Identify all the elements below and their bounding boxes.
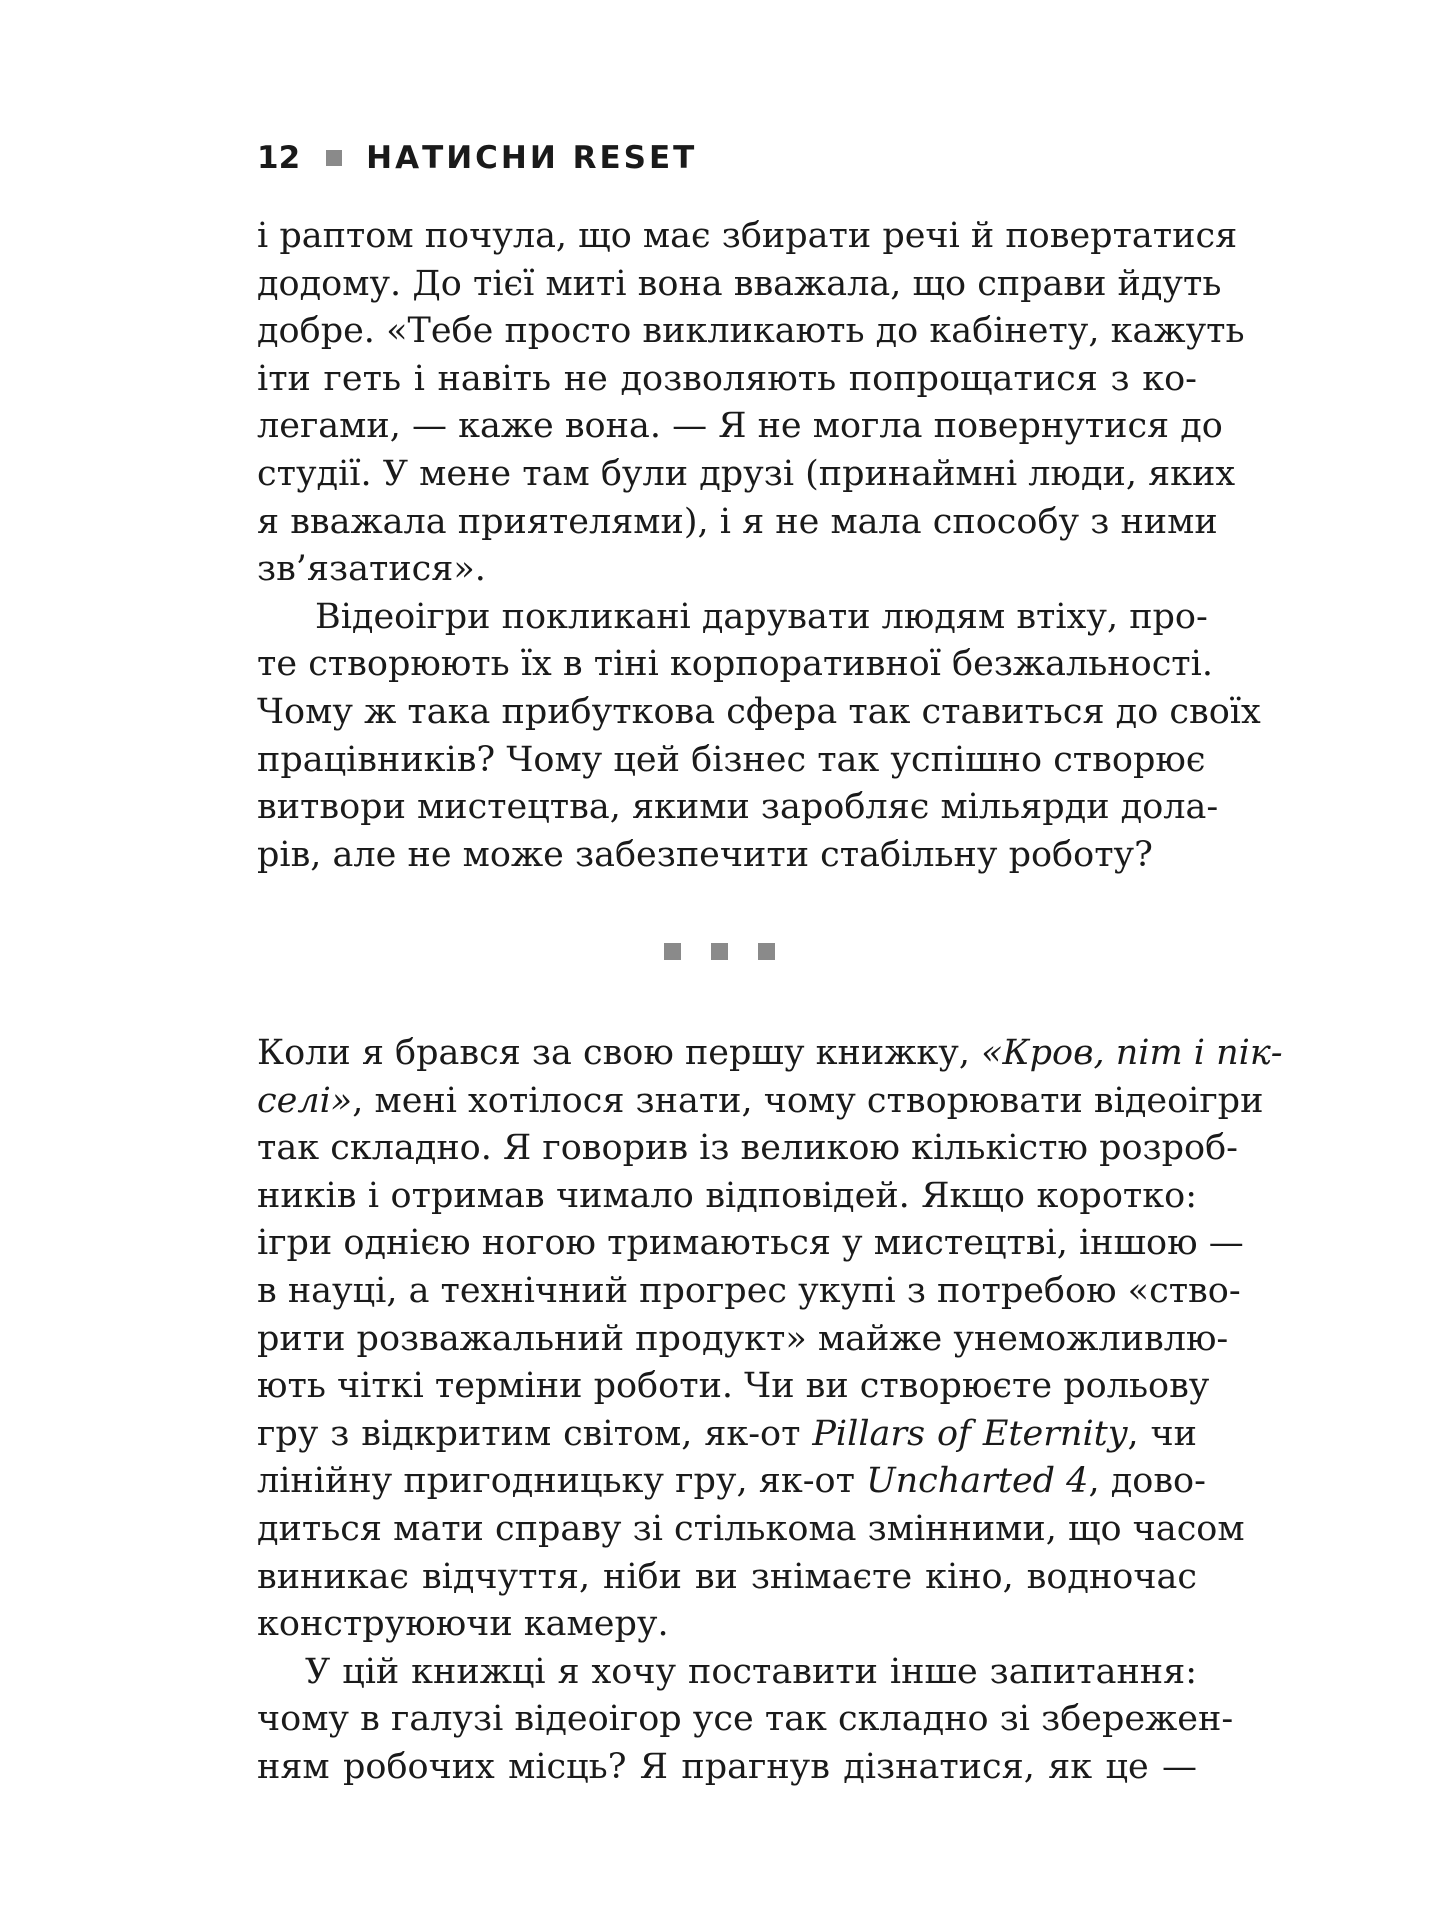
text-run: гру з відкритим світом, як-от (257, 1413, 813, 1454)
text-line: рів, але не може забезпечити стабільну роботу? (257, 834, 1153, 875)
game-title-italic: Uncharted 4 (866, 1461, 1089, 1502)
text-line: і раптом почула, що має збирати речі й повертатися (257, 216, 1238, 256)
text-line: ють чіткі терміни роботи. Чи ви створюєте рольову (257, 1366, 1210, 1407)
text-run: , дово- (1088, 1461, 1206, 1502)
text-run: лінійну пригодницьку гру, як-от (257, 1461, 867, 1502)
text-line (257, 1030, 1283, 1078)
text-line (257, 1078, 1264, 1126)
section-separator (664, 943, 775, 960)
text-line: ігри однією ногою тримаються у мистецтві, іншою — (257, 1223, 1244, 1264)
text-line: добре. «Тебе просто викликають до кабінету, кажуть (257, 311, 1245, 352)
text-line: студії. У мене там були друзі (принаймні люди, яких (257, 453, 1236, 494)
game-title-italic: Pillars of Eternity (812, 1413, 1128, 1454)
text-line: Чому ж така прибуткова сфера так ставиться до своїх (257, 691, 1261, 732)
book-title: НАТИСНИ RESET (366, 140, 698, 176)
text-run: , чи (1127, 1413, 1198, 1454)
text-line: я вважала приятелями), і я не мала способу з ними (257, 501, 1218, 542)
text-line: виникає відчуття, ніби ви знімаєте кіно, водночас (257, 1556, 1197, 1597)
text-line: Відеоігри покликані дарувати людям втіху, про- (315, 596, 1208, 637)
text-run: Коли я брався за свою першу книжку, (257, 1033, 982, 1073)
text-line: рити розважальний продукт» майже унеможливлю- (257, 1318, 1229, 1359)
text-line: так складно. Я говорив із великою кількістю розроб- (257, 1128, 1239, 1169)
separator-square (711, 943, 728, 960)
text-line: додому. До тієї миті вона вважала, що справи йдуть (257, 263, 1222, 304)
page-number: 12 (257, 140, 301, 176)
text-run: , мені хотілося знати, чому створювати відеоігри (352, 1080, 1264, 1121)
separator-square (758, 943, 775, 960)
text-line: чому в галузі відеоігор усе так складно зі збережен- (257, 1699, 1234, 1740)
text-line (257, 1411, 1197, 1459)
header-square-ornament (326, 150, 342, 166)
book-title-italic: селі» (257, 1080, 353, 1121)
text-block-top (257, 213, 1261, 879)
text-line: працівників? Чому цей бізнес так успішно створює (257, 739, 1206, 780)
separator-square (664, 943, 681, 960)
text-line: диться мати справу зі стількома змінними, що часом (257, 1508, 1245, 1549)
running-header (257, 140, 697, 176)
book-title-italic: «Кров, піт і пік- (981, 1033, 1283, 1073)
text-line: іти геть і навіть не дозволяють попрощатися з ко- (257, 358, 1197, 399)
text-line: зв’язатися». (257, 549, 486, 590)
text-line: витвори мистецтва, якими заробляє мільярди дола- (257, 787, 1219, 828)
text-line: легами, — каже вона. — Я не могла повернутися до (257, 406, 1223, 447)
text-line: конструюючи камеру. (257, 1604, 669, 1645)
text-line: ників і отримав чимало відповідей. Якщо коротко: (257, 1175, 1197, 1216)
text-block-bottom (257, 1030, 1283, 1792)
text-line: ням робочих місць? Я прагнув дізнатися, як це — (257, 1746, 1197, 1787)
text-line: У цій книжці я хочу поставити інше запитання: (305, 1651, 1197, 1692)
text-line: те створюють їх в тіні корпоративної безжальності. (257, 644, 1213, 685)
text-line (257, 1458, 1206, 1506)
text-line: в науці, а технічний прогрес укупі з потребою «ство- (257, 1270, 1241, 1311)
